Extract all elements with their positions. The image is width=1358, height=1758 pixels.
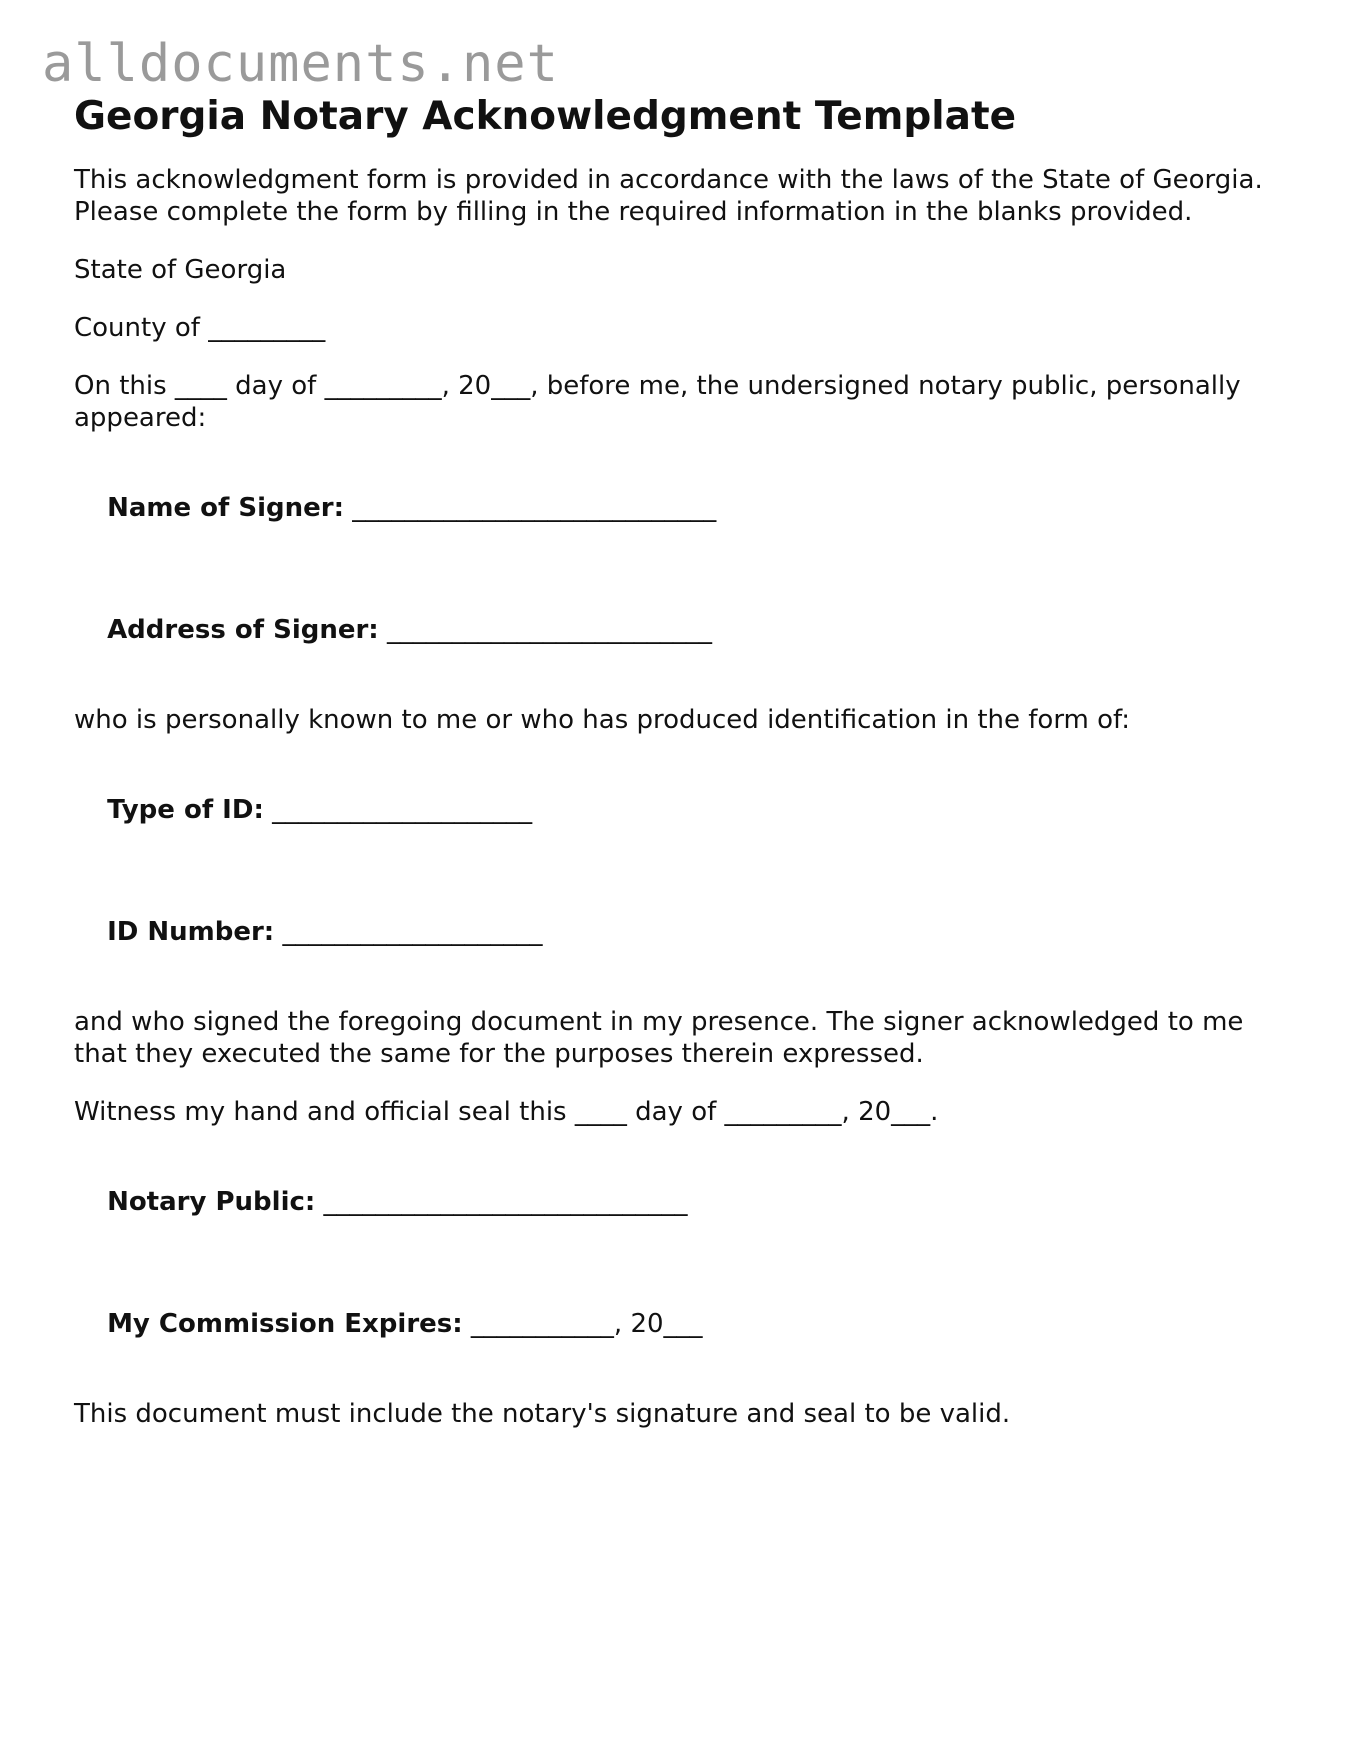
witness-line: Witness my hand and official seal this ____ day of _________, 20___. xyxy=(74,1097,939,1127)
county-line: County of _________ xyxy=(74,313,326,343)
commission-expires-label: My Commission Expires: xyxy=(107,1309,463,1339)
notary-public-blank: ____________________________ xyxy=(315,1187,688,1217)
signer-name-blank: ____________________________ xyxy=(343,493,717,523)
watermark: alldocuments.net xyxy=(42,34,559,94)
state-line: State of Georgia xyxy=(74,255,287,285)
signer-name-label: Name of Signer: xyxy=(107,493,344,523)
validity-note: This document must include the notary's signature and seal to be valid. xyxy=(74,1399,1011,1429)
id-number-label: ID Number: xyxy=(107,917,275,947)
identification-paragraph: who is personally known to me or who has produced identification in the form of: xyxy=(74,705,1131,735)
signer-address-field xyxy=(74,582,1294,678)
id-number-blank: ____________________ xyxy=(274,917,543,947)
commission-expires-field xyxy=(74,1276,1294,1372)
signer-name-field xyxy=(74,460,1294,556)
document-title: Georgia Notary Acknowledgment Template xyxy=(74,94,1017,139)
commission-expires-blank: ___________, 20___ xyxy=(462,1309,703,1339)
signed-statement-paragraph: and who signed the foregoing document in my presence. The signer acknowledged to me that they executed the same for the purposes therein expressed. xyxy=(74,1007,1252,1069)
document-body xyxy=(74,92,1294,1456)
id-type-blank: ____________________ xyxy=(263,795,533,825)
id-type-label: Type of ID: xyxy=(107,795,264,825)
id-number-field xyxy=(74,884,1294,980)
intro-paragraph: This acknowledgment form is provided in accordance with the laws of the State of Georgia. Please complete the form by filling in the required information in the blanks provided. xyxy=(74,165,1271,227)
signer-address-blank: _________________________ xyxy=(378,615,712,645)
id-type-field xyxy=(74,762,1294,858)
notary-public-label: Notary Public: xyxy=(107,1187,316,1217)
notary-public-field xyxy=(74,1154,1294,1250)
signer-address-label: Address of Signer: xyxy=(107,615,379,645)
appearance-paragraph: On this ____ day of _________, 20___, before me, the undersigned notary public, personally appeared: xyxy=(74,371,1249,433)
